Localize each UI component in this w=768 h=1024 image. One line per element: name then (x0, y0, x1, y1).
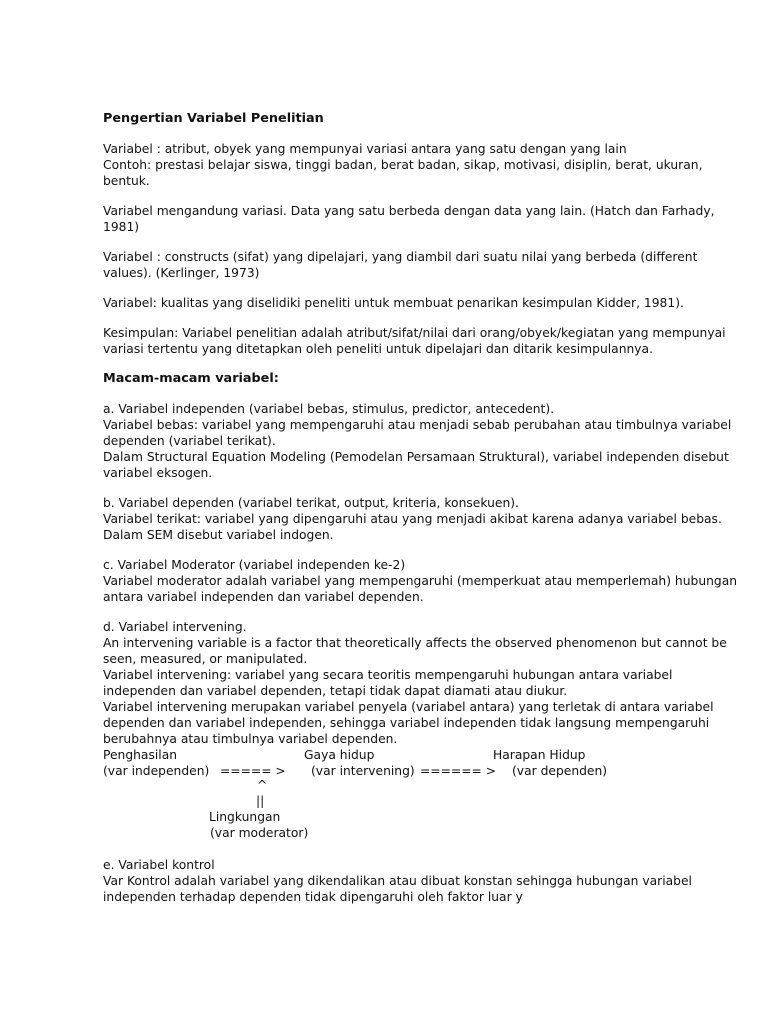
control-line: independen terhadap dependen tidak dipengaruhi oleh faktor luar y (103, 890, 523, 904)
intro-paragraph (103, 325, 726, 357)
intervening-line: d. Variabel intervening. (103, 620, 247, 634)
intro-line: Contoh: prestasi belajar siswa, tinggi badan, berat badan, sikap, motivasi, disiplin, berat, ukuran, (103, 158, 703, 172)
diagram-caret: ^ (257, 778, 268, 792)
control-paragraph (103, 857, 703, 905)
intervening-line: seen, measured, or manipulated. (103, 652, 308, 666)
diagram-sub-intervening: (var intervening) (311, 764, 415, 778)
intervening-line: Variabel intervening merupakan variabel penyela (variabel antara) yang terletak di antara variabel (103, 700, 714, 714)
intro-paragraphs (103, 141, 726, 357)
section-paragraph (103, 557, 738, 605)
intervening-line: An intervening variable is a factor that theoretically affects the observed phenomenon but cannot be (103, 636, 727, 650)
intro-line: variasi tertentu yang ditetapkan oleh peneliti untuk dipelajari dan ditarik kesimpulannya. (103, 342, 653, 356)
section-line: Variabel bebas: variabel yang mempengaruhi atau menjadi sebab perubahan atau timbulnya variabel (103, 418, 732, 432)
diagram-label-intervening: Gaya hidup (304, 748, 375, 762)
intro-line: Variabel : constructs (sifat) yang dipelajari, yang diambil dari suatu nilai yang berbeda (different (103, 250, 698, 264)
page-title: Pengertian Variabel Penelitian (103, 111, 324, 126)
intro-paragraph (103, 141, 703, 189)
section-title: Macam-macam variabel: (103, 371, 279, 386)
intervening-line: independen dan variabel dependen, tetapi tidak dapat diamati atau diukur. (103, 684, 568, 698)
diagram-label-independent: Penghasilan (103, 748, 178, 762)
intro-line: Variabel : atribut, obyek yang mempunyai variasi antara yang satu dengan yang lain (103, 142, 627, 156)
intro-line: values). (Kerlinger, 1973) (103, 266, 260, 280)
intro-line: Variabel mengandung variasi. Data yang satu berbeda dengan data yang lain. (Hatch dan Farhady, (103, 204, 715, 218)
diagram-sub-moderator: (var moderator) (210, 826, 309, 840)
control-line: Var Kontrol adalah variabel yang dikendalikan atau dibuat konstan sehingga hubungan variabel (103, 874, 692, 888)
section-line: antara variabel independen dan variabel dependen. (103, 590, 424, 604)
intro-paragraph (103, 295, 703, 311)
intro-line: Variabel: kualitas yang diselidiki peneliti untuk membuat penarikan kesimpulan Kidder, 1981). (103, 296, 684, 310)
intervening-paragraph (103, 619, 727, 747)
intervening-line: Variabel intervening: variabel yang secara teoritis mempengaruhi hubungan antara variabel (103, 668, 673, 682)
section-line: c. Variabel Moderator (variabel independen ke-2) (103, 558, 406, 572)
section-line: Dalam Structural Equation Modeling (Pemodelan Persamaan Struktural), variabel independen disebut (103, 450, 729, 464)
section-line: variabel eksogen. (103, 466, 213, 480)
section-line: dependen (variabel terikat). (103, 434, 276, 448)
intervening-line: dependen dan variabel independen, sehingga variabel independen tidak langsung mempengaruhi (103, 716, 710, 730)
intervening-diagram (103, 747, 703, 843)
intro-line: Kesimpulan: Variabel penelitian adalah atribut/sifat/nilai dari orang/obyek/kegiatan yang mempunyai (103, 326, 726, 340)
section-line: a. Variabel independen (variabel bebas, stimulus, predictor, antecedent). (103, 402, 555, 416)
diagram-bars: || (256, 794, 265, 808)
intro-line: 1981) (103, 220, 140, 234)
intro-paragraph (103, 203, 715, 235)
section-line: Dalam SEM disebut variabel indogen. (103, 528, 334, 542)
section-line: b. Variabel dependen (variabel terikat, output, kriteria, konsekuen). (103, 496, 519, 510)
control-line: e. Variabel kontrol (103, 858, 215, 872)
section-line: Variabel moderator adalah variabel yang mempengaruhi (memperkuat atau memperlemah) hubungan (103, 574, 738, 588)
diagram-sub-dependent: (var dependen) (512, 764, 608, 778)
section-line: Variabel terikat: variabel yang dipengaruhi atau yang menjadi akibat karena adanya variabel bebas. (103, 512, 722, 526)
variable-sections (103, 401, 738, 605)
document-content (103, 111, 738, 905)
diagram-label-moderator: Lingkungan (209, 810, 281, 824)
diagram-label-dependent: Harapan Hidup (493, 748, 586, 762)
section-paragraph (103, 495, 722, 543)
intervening-line: berubahnya atau timbulnya variabel dependen. (103, 732, 398, 746)
diagram-arrow-2: ====== > (420, 764, 497, 778)
intro-paragraph (103, 249, 703, 281)
diagram-arrow-1: ===== > (220, 764, 286, 778)
section-paragraph (103, 401, 732, 481)
diagram-sub-independent: (var independen) (103, 764, 210, 778)
intro-line: bentuk. (103, 174, 150, 188)
